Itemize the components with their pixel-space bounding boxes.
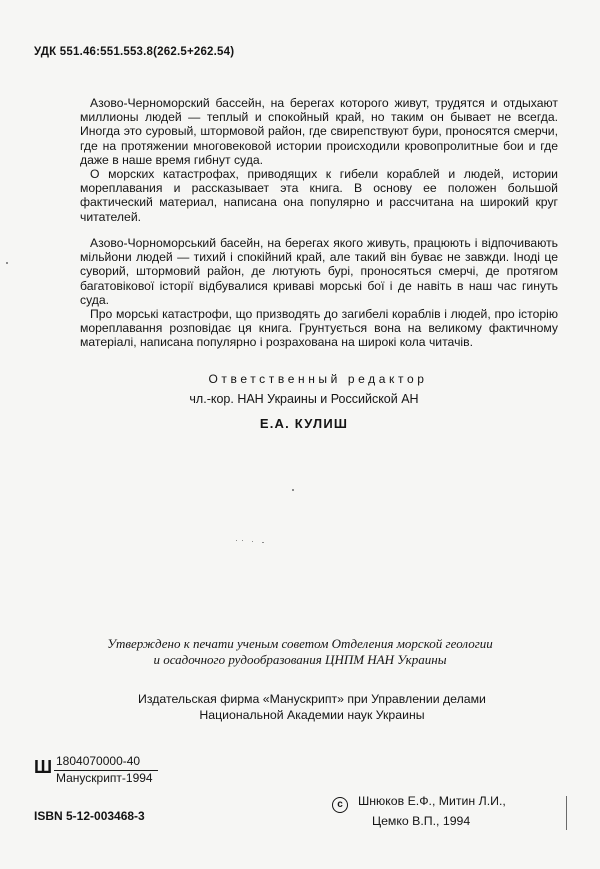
abstract-ru-paragraph-1: Азово-Черноморский бассейн, на берегах которого живут, трудятся и отдыхают миллионы людей — теплый и спокойный край, но таким он бывает не всегда. Иногда это суровый, штормовой район, где свирепствуют бури, проносятся смерчи, где на протяжении многовековой истории происходили кровопролитные бои и где даже в наше время гибнут суда. <box>80 96 558 167</box>
editor-position: чл.-кор. НАН Украины и Российской АН <box>189 392 419 406</box>
scan-speck <box>242 540 243 541</box>
scan-speck <box>292 489 294 491</box>
udk-code: УДК 551.46:551.553.8(262.5+262.54) <box>34 46 235 58</box>
publisher-note <box>0 692 600 723</box>
copyright-authors-1: Шнюков Е.Ф., Митин Л.И., <box>358 794 506 808</box>
copyright-block <box>332 793 506 830</box>
approval-line-2: и осадочного рудообразования ЦНПМ НАН Украины <box>153 652 447 667</box>
approval-line-1: Утверждено к печати ученым советом Отделения морской геологии <box>107 636 493 651</box>
copyright-line-1 <box>332 793 506 813</box>
approval-note <box>0 636 600 668</box>
scan-speck <box>6 262 8 264</box>
abstract-ua-paragraph-1: Азово-Чорноморський басейн, на берегах якого живуть, працюють і відпочивають мільйони людей — тихий і спокійний край, але такий він буває не завжди. Іноді це суворий, штормовий район, де лютують бурі, проносяться смерчі, де протягом багатовікової історії відбувалися криваві морські бої і де навіть в наш час гинуть суда. <box>80 236 558 307</box>
editor-name: Е.А. КУЛИШ <box>259 416 349 431</box>
scan-speck <box>566 796 567 830</box>
editor-label: Ответственный редактор <box>208 372 428 386</box>
abstract-ukrainian <box>80 236 558 350</box>
abstract-ua-paragraph-2: Про морські катастрофи, що призводять до загибелі кораблів і людей, про історію мореплавання розповідає ця книга. Грунтується вона на великому фактичному матеріалі, написана популярно і розрахована на широкі кола читачів. <box>80 307 558 350</box>
scan-speck <box>262 542 264 543</box>
index-number: 1804070000-40 <box>56 754 141 768</box>
index-publisher-year: Манускрипт-1994 <box>56 771 153 785</box>
copyright-icon: c <box>332 797 348 813</box>
abstract-ru-paragraph-2: О морских катастрофах, приводящих к гибели кораблей и людей, истории мореплавания и рассказывает эта книга. В основу ее положен большой фактический материал, написана она популярно и рассчитана на широкий круг читателей. <box>80 167 558 224</box>
isbn: ISBN 5-12-003468-3 <box>34 809 145 823</box>
copyright-authors-2: Цемко В.П., 1994 <box>372 814 471 828</box>
index-letter: Ш <box>34 757 52 777</box>
abstract-russian <box>80 96 558 224</box>
publisher-line-2: Национальной Академии наук Украины <box>199 707 425 722</box>
publisher-line-1: Издательская фирма «Манускрипт» при Управлении делами <box>138 692 486 706</box>
scan-speck <box>252 541 253 542</box>
scan-speck <box>236 540 237 541</box>
